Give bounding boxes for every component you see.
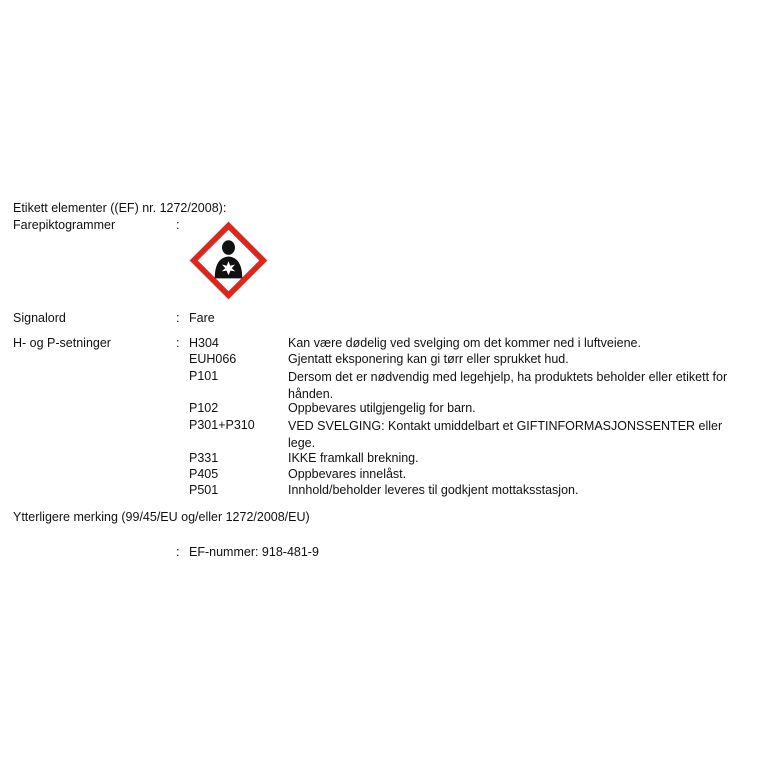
statement-code: EUH066 (189, 352, 237, 366)
statement-text: Gjentatt eksponering kan gi tørr eller sprukket hud. (288, 352, 569, 366)
statement-text: Kan være dødelig ved svelging om det kommer ned i luftveiene. (288, 336, 641, 350)
health-hazard-icon (188, 220, 269, 301)
statement-text: Innhold/beholder leveres til godkjent mottaksstasjon. (288, 483, 579, 497)
statement-text: IKKE framkall brekning. (288, 451, 419, 465)
signal-word-label: Signalord (13, 311, 66, 325)
pictograms-colon: : (176, 218, 180, 232)
ec-number: EF-nummer: 918-481-9 (189, 545, 319, 559)
statement-text: VED SVELGING: Kontakt umiddelbart et GIFTINFORMASJONSSENTER eller lege. (288, 419, 723, 450)
statement-text: Oppbevares utilgjengelig for barn. (288, 401, 476, 415)
statement-code: P101 (189, 369, 219, 383)
pictograms-label: Farepiktogrammer (13, 218, 116, 232)
statement-text: Dersom det er nødvendig med legehjelp, ha produktets beholder eller etikett for hånden. (288, 370, 728, 401)
statement-code: P102 (189, 401, 219, 415)
statement-code: P405 (189, 467, 219, 481)
additional-label: Ytterligere merking (99/45/EU og/eller 1272/2008/EU) (13, 510, 310, 524)
signal-word-colon: : (176, 311, 180, 325)
statement-code: P301+P310 (189, 418, 255, 432)
statements-label: H- og P-setninger (13, 336, 111, 350)
statement-code: P501 (189, 483, 219, 497)
section-heading: Etikett elementer ((EF) nr. 1272/2008): (13, 201, 227, 215)
additional-colon: : (176, 545, 180, 559)
statement-text: Oppbevares innelåst. (288, 467, 407, 481)
statements-colon: : (176, 336, 180, 350)
statement-code: P331 (189, 451, 219, 465)
signal-word-value: Fare (189, 311, 215, 325)
statement-code: H304 (189, 336, 219, 350)
